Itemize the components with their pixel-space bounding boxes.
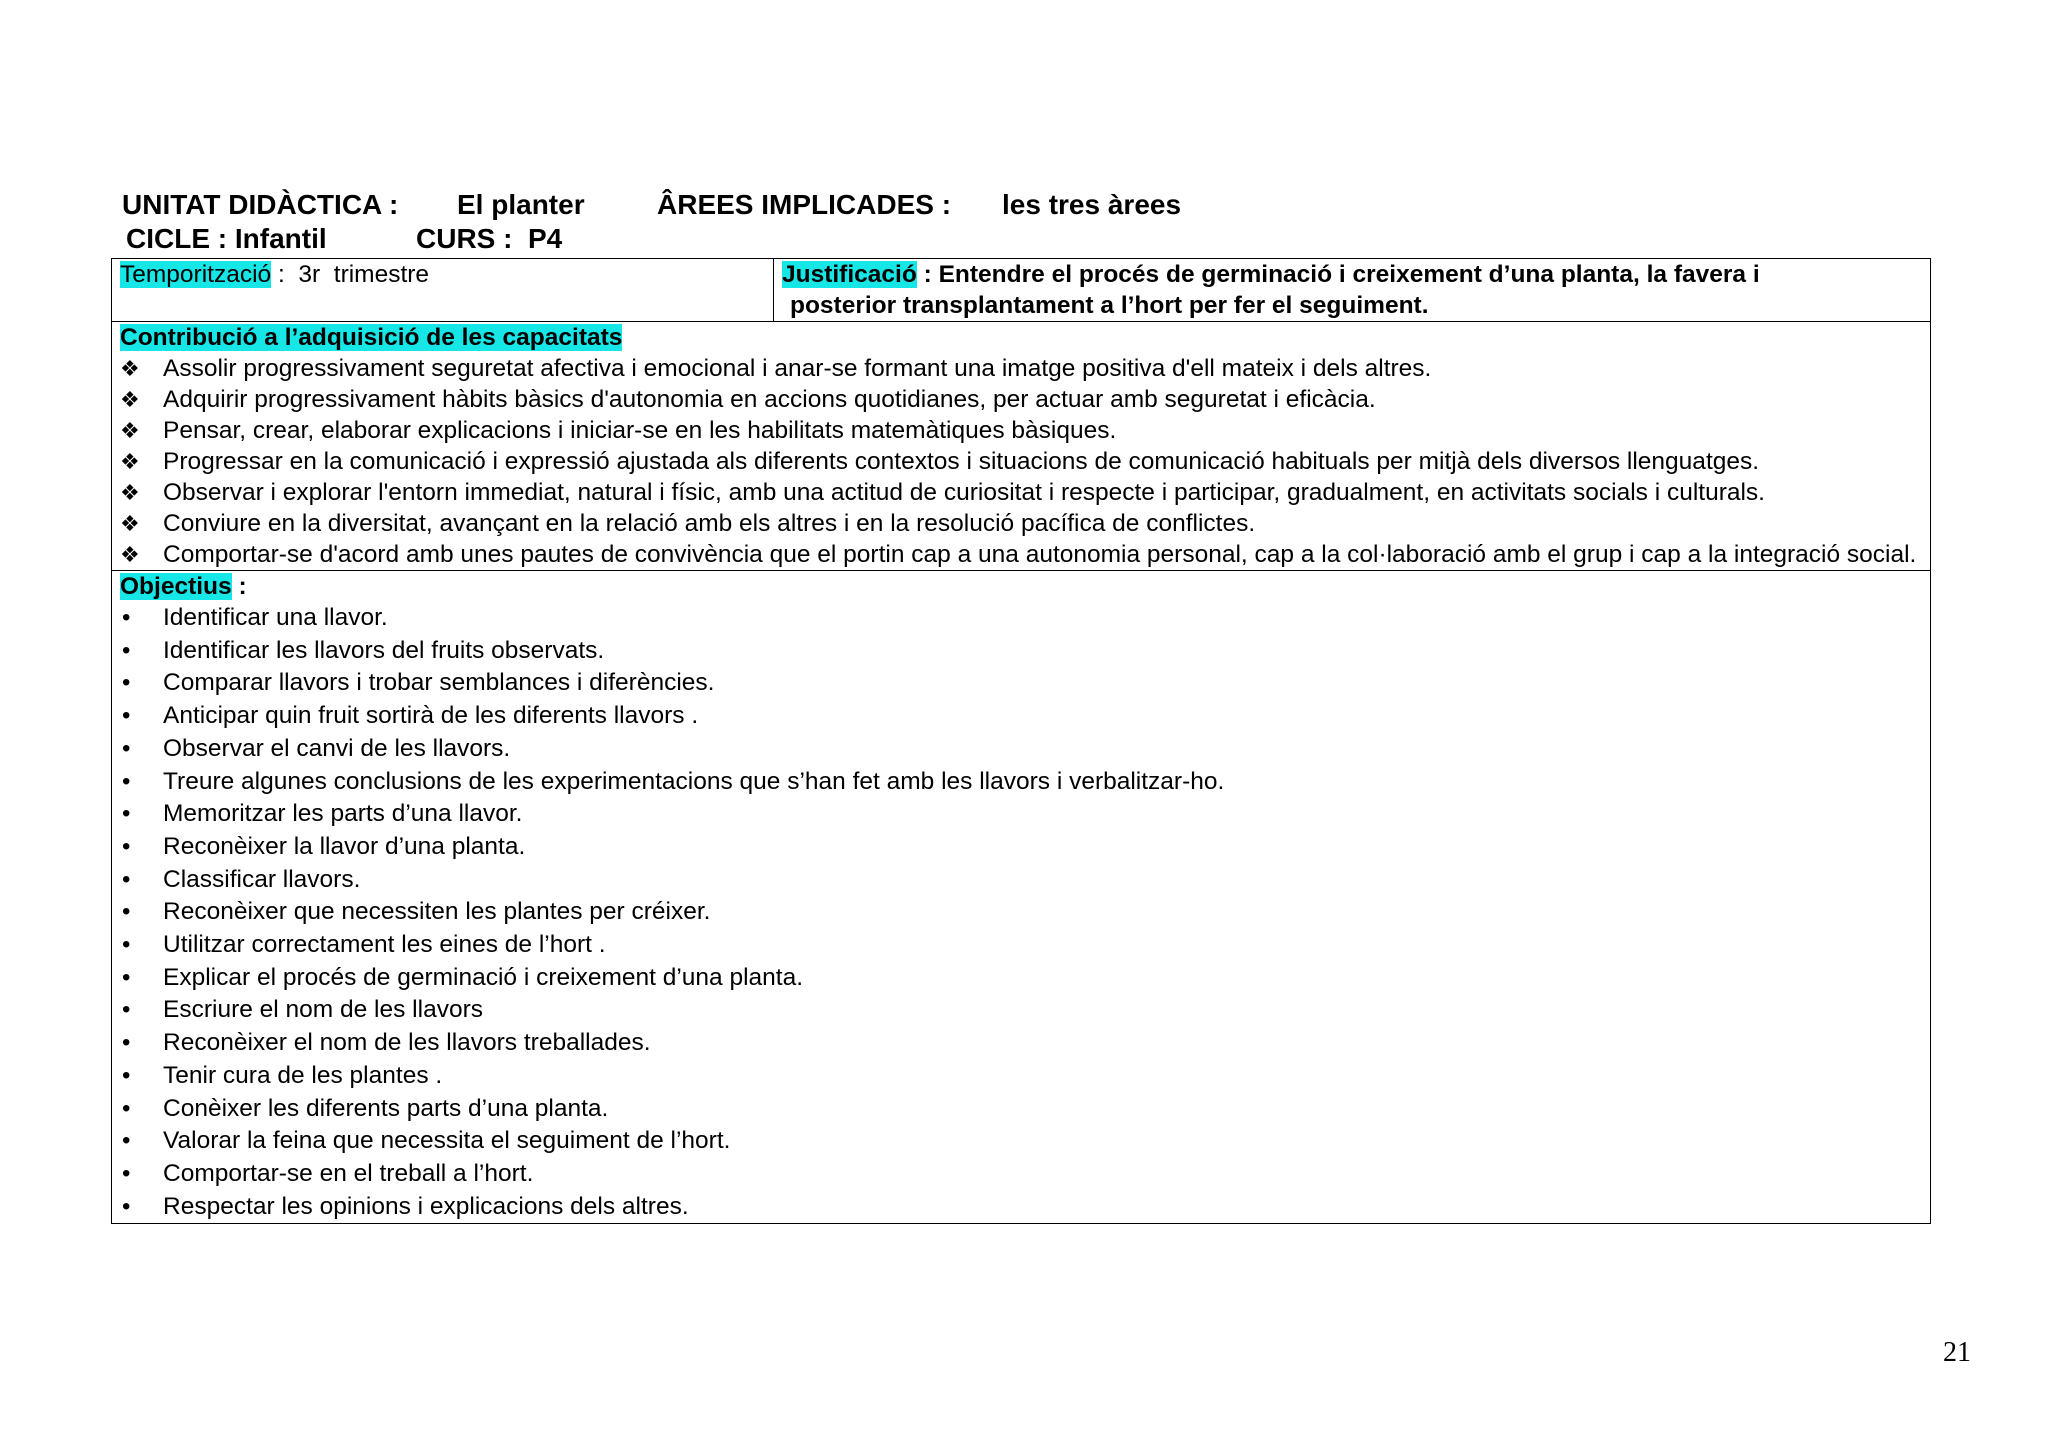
justificacio-label: Justificació	[782, 261, 917, 288]
bullet-icon: •	[122, 604, 131, 631]
objectiu-item	[120, 766, 1922, 799]
objectiu-item	[120, 929, 1922, 962]
bullet-icon: •	[122, 1159, 131, 1187]
objectiu-item	[120, 700, 1922, 733]
objectiu-item-text: Tenir cura de les plantes .	[163, 1061, 443, 1089]
objectiu-item	[120, 602, 1922, 635]
row-capacitats	[112, 322, 1931, 571]
diamond-bullet-icon: ❖	[120, 356, 140, 381]
bullet-icon: •	[122, 636, 131, 664]
capacitat-item-text: Progressar en la comunicació i expressió ajustada als diferents contextos i situacions de comunicació habituals per mitjà dels diversos llenguatges.	[163, 448, 1760, 475]
header-row-unit	[122, 188, 1902, 222]
bullet-icon: •	[122, 1029, 131, 1057]
capacitat-item	[120, 446, 1922, 477]
header-row-cycle	[122, 222, 1902, 256]
temporitzacio-sep: :	[271, 261, 299, 288]
bullet-icon: •	[122, 702, 131, 730]
row-temporitzacio-justificacio	[112, 259, 1931, 322]
capacitat-item	[120, 353, 1922, 384]
objectiu-item	[120, 635, 1922, 668]
capacitat-item-text: Pensar, crear, elaborar explicacions i iniciar-se en les habilitats matemàtiques bàsiques.	[163, 417, 1117, 444]
bullet-icon: •	[122, 1061, 131, 1089]
bullet-icon: •	[122, 1127, 131, 1155]
objectius-list	[120, 602, 1922, 1223]
objectiu-item-text: Comportar-se en el treball a l’hort.	[163, 1159, 534, 1187]
justificacio-sep: :	[916, 261, 939, 288]
capacitats-cell	[112, 322, 1931, 571]
unit-value: El planter	[457, 189, 585, 220]
diamond-bullet-icon: ❖	[120, 511, 140, 536]
objectiu-item-text: Explicar el procés de germinació i creixement d’una planta.	[163, 963, 804, 991]
capacitat-item	[120, 415, 1922, 446]
bullet-icon: •	[122, 1192, 131, 1220]
capacitat-item-text: Conviure en la diversitat, avançant en la relació amb els altres i en la resolució pacífica de conflictes.	[163, 510, 1256, 537]
objectiu-item-text: Classificar llavors.	[163, 865, 361, 893]
objectius-title-suffix: :	[231, 573, 247, 600]
diamond-bullet-icon: ❖	[120, 387, 140, 412]
objectiu-item-text: Conèixer les diferents parts d’una planta.	[163, 1094, 609, 1122]
objectiu-item-text: Reconèixer la llavor d’una planta.	[163, 832, 526, 860]
objectiu-item-text: Anticipar quin fruit sortirà de les diferents llavors .	[163, 702, 699, 730]
bullet-icon: •	[122, 996, 131, 1024]
capacitat-item-text: Comportar-se d'acord amb unes pautes de convivència que el portin cap a una autonomia personal, cap a la col·laboració amb el grup i cap a la integració social.	[163, 541, 1917, 568]
objectiu-item	[120, 1125, 1922, 1158]
diamond-bullet-icon: ❖	[120, 542, 140, 567]
objectiu-item-text: Escriure el nom de les llavors	[163, 996, 483, 1024]
objectiu-item-text: Valorar la feina que necessita el seguiment de l’hort.	[163, 1127, 731, 1155]
objectiu-item-text: Identificar una llavor.	[163, 604, 388, 631]
objectiu-item	[120, 667, 1922, 700]
diamond-bullet-icon: ❖	[120, 480, 140, 505]
objectiu-item	[120, 994, 1922, 1027]
row-objectius	[112, 571, 1931, 1224]
didactic-unit-table	[111, 258, 1931, 1224]
justificacio-cell	[774, 259, 1931, 322]
bullet-icon: •	[122, 898, 131, 926]
objectiu-item-text: Comparar llavors i trobar semblances i diferències.	[163, 669, 715, 697]
objectiu-item	[120, 962, 1922, 995]
objectiu-item-text: Reconèixer que necessiten les plantes per créixer.	[163, 898, 711, 926]
objectiu-item-text: Memoritzar les parts d’una llavor.	[163, 800, 523, 828]
bullet-icon: •	[122, 832, 131, 860]
objectiu-item	[120, 1027, 1922, 1060]
capacitat-item	[120, 477, 1922, 508]
bullet-icon: •	[122, 963, 131, 991]
objectiu-item-text: Treure algunes conclusions de les experimentacions que s’han fet amb les llavors i verbalitzar-ho.	[163, 767, 1225, 795]
objectius-cell	[112, 571, 1931, 1224]
objectiu-item	[120, 1093, 1922, 1126]
objectiu-item	[120, 831, 1922, 864]
areas-value: les tres àrees	[1002, 189, 1182, 220]
objectiu-item-text: Utilitzar correctament les eines de l’hort .	[163, 931, 606, 959]
objectius-title: Objectius	[120, 573, 232, 600]
temporitzacio-value: 3r trimestre	[298, 261, 430, 288]
document-header	[122, 188, 1902, 256]
justificacio-line-1	[782, 259, 1922, 290]
diamond-bullet-icon: ❖	[120, 418, 140, 443]
objectiu-item-text: Observar el canvi de les llavors.	[163, 734, 511, 762]
bullet-icon: •	[122, 669, 131, 697]
capacitats-list	[120, 353, 1922, 570]
capacitat-item	[120, 539, 1922, 570]
objectiu-item	[120, 1060, 1922, 1093]
bullet-icon: •	[122, 1094, 131, 1122]
unit-label: UNITAT DIDÀCTICA :	[122, 189, 399, 220]
capacitat-item-text: Adquirir progressivament hàbits bàsics d'autonomia en accions quotidianes, per actuar amb seguretat i eficàcia.	[163, 386, 1376, 413]
justificacio-line-2: posterior transplantament a l’hort per fer el seguiment.	[790, 292, 1429, 319]
objectiu-item	[120, 896, 1922, 929]
diamond-bullet-icon: ❖	[120, 449, 140, 474]
bullet-icon: •	[122, 931, 131, 959]
objectiu-item-text: Reconèixer el nom de les llavors treballades.	[163, 1029, 651, 1057]
bullet-icon: •	[122, 800, 131, 828]
objectiu-item	[120, 864, 1922, 897]
objectiu-item-text: Respectar les opinions i explicacions dels altres.	[163, 1192, 689, 1220]
objectiu-item	[120, 1191, 1922, 1224]
temporitzacio-cell	[112, 259, 774, 322]
page-number: 21	[1943, 1337, 1971, 1368]
capacitat-item-text: Observar i explorar l'entorn immediat, natural i físic, amb una actitud de curiositat i respecte i participar, gradualment, en activitats socials i culturals.	[163, 479, 1765, 506]
course-label: CURS : P4	[416, 223, 563, 254]
temporitzacio-label: Temporització	[120, 261, 272, 288]
bullet-icon: •	[122, 767, 131, 795]
cycle-label: CICLE : Infantil	[126, 223, 327, 254]
objectiu-item	[120, 798, 1922, 831]
objectiu-item-text: Identificar les llavors del fruits observats.	[163, 636, 605, 664]
objectiu-item	[120, 733, 1922, 766]
justificacio-text-1: Entendre el procés de germinació i creixement d’una planta, la favera i	[938, 261, 1760, 288]
capacitat-item	[120, 508, 1922, 539]
areas-label: ÂREES IMPLICADES :	[657, 189, 952, 220]
bullet-icon: •	[122, 734, 131, 762]
capacitat-item-text: Assolir progressivament seguretat afectiva i emocional i anar-se formant una imatge positiva d'ell mateix i dels altres.	[163, 355, 1432, 382]
capacitat-item	[120, 384, 1922, 415]
capacitats-title: Contribució a l’adquisició de les capacitats	[120, 324, 623, 351]
bullet-icon: •	[122, 865, 131, 893]
objectiu-item	[120, 1158, 1922, 1191]
